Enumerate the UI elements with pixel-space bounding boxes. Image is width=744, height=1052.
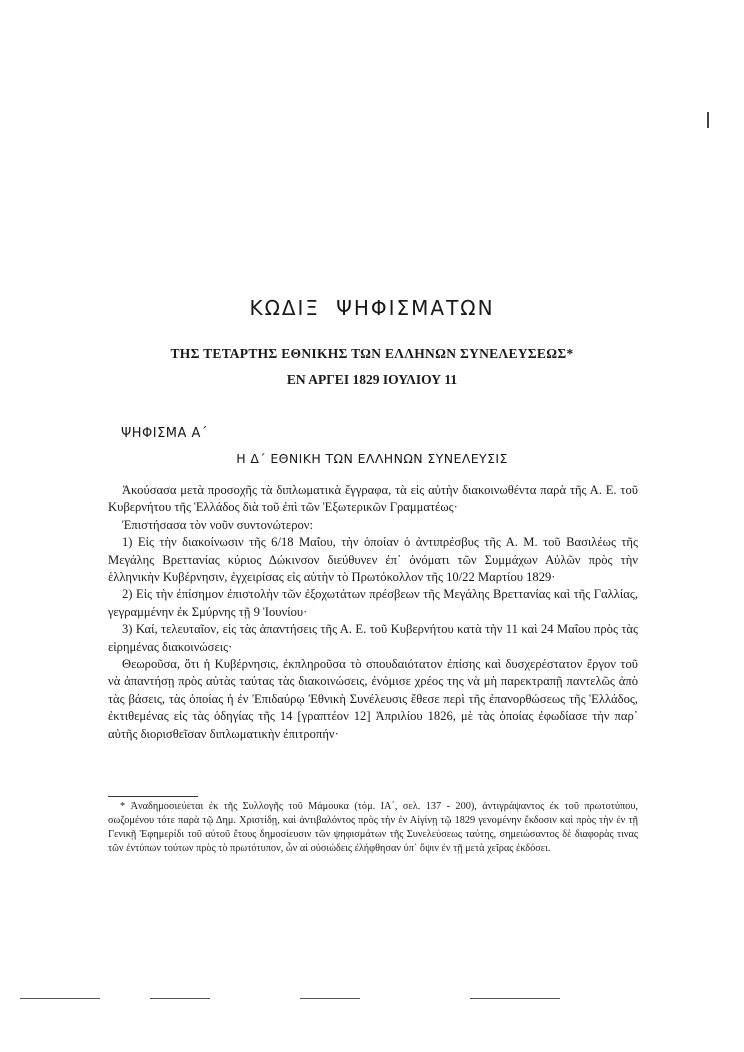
margin-mark (707, 112, 709, 128)
paragraph: Ἀκούσασα μετὰ προσοχῆς τὰ διπλωματικὰ ἔγγραφα, τὰ εἰς αὐτὴν διακοινωθέντα παρὰ τῆς Α. Ε. τοῦ Κυβερνήτου τῆς Ἑλλάδος διὰ τοῦ ἐπὶ τῶν Ἐξωτερικῶν Γραμματέως· (108, 483, 638, 515)
scan-edge-line (150, 998, 210, 999)
paragraph: Θεωροῦσα, ὅτι ἡ Κυβέρνησις, ἐκπληροῦσα τὸ σπουδαιότατον ἐπίσης καὶ δυσχερέστατον ἔργον τοῦ νὰ ἀπαντήσῃ πρὸς αὐτὰς ταύτας τὰς διακοινώσεις, ἐνόμισε χρέος της νὰ μὴ παρεκτραπῇ παντελῶς ἀπὸ τὰς βάσεις, τὰς ὁποίας ἡ ἐν Ἐπιδαύρῳ Ἐθνικὴ Συνέλευσις ἔθεσε περὶ τῆς ἐπανορθώσεως τῆς Ἑλλάδος, ἐκτιθεμένας εἰς τὰς ὁδηγίας τῆς 14 [γραπτέον 12] Ἀπριλίου 1826, μὲ τὰς ὁποίας ἐφωδίασε τὴν παρ᾽ αὐτῆς διορισθεῖσαν διπλωματικὴν ἐπιτροπήν· (108, 657, 638, 741)
subtitle-date: ΕΝ ΑΡΓΕΙ 1829 ΙΟΥΛΙΟΥ 11 (286, 372, 458, 387)
page-title (0, 296, 744, 320)
paragraph: 2) Εἰς τὴν ἐπίσημον ἐπιστολὴν τῶν ἐξοχωτάτων πρέσβεων τῆς Μεγάλης Βρεττανίας καὶ τῆς Γαλλίας, γεγραμμένην ἐκ Σμύρνης τῇ 9 Ἰουνίου· (108, 587, 638, 619)
scan-edge-line (470, 998, 560, 999)
assembly-heading: Η Δ΄ ΕΘΝΙΚΗ ΤΩΝ ΕΛΛΗΝΩΝ ΣΥΝΕΛΕΥΣΙΣ (236, 451, 508, 466)
footnote (108, 800, 638, 856)
paragraph: 3) Καί, τελευταῖον, εἰς τὰς ἀπαντήσεις τῆς Α. Ε. τοῦ Κυβερνήτου κατὰ τὴν 11 καὶ 24 Μαΐου πρὸς τὰς εἰρημένας διακοινώσεις· (108, 622, 638, 654)
footnote-text: * Ἀναδημοσιεύεται ἐκ τῆς Συλλογῆς τοῦ Μάμουκα (τόμ. ΙΑ΄, σελ. 137 - 200), ἀντιγράψαντος ἐκ τοῦ πρωτοτύπου, σωζομένου τότε παρὰ τῷ Δημ. Χριστίδῃ, καὶ ἀντιβαλόντος πρὸς τὴν ἐν Αἰγίνῃ τῷ 1829 γενομένην ἔκδοσιν καὶ πρὸς τὴν ἐν τῇ Γενικῇ Ἐφημερίδι τοῦ αὐτοῦ ἔτους δημοσίευσιν τῶν ψηφισμάτων τῆς Συνελεύσεως ταύτης, σημειώσαντος δὲ διαφορὰς τινας τῶν ἐντύπων τούτων πρὸς τὸ πρωτότυπον, ὧν αἱ οὐσιώδεις ἐλήφθησαν ὑπ᾽ ὄψιν ἐν τῇ μετὰ χεῖρας ἐκδόσει. (108, 801, 638, 854)
paragraph: 1) Εἰς τὴν διακοίνωσιν τῆς 6/18 Μαΐου, τὴν ὁποίαν ὁ ἀντιπρέσβυς τῆς Α. Μ. τοῦ Βασιλέως τῆς Μεγάλης Βρεττανίας κύριος Δώκινσον διεύθυνεν ἐπ᾽ ὀνόματι τῶν Συμμάχων Αὐλῶν πρὸς τὴν ἑλληνικὴν Κυβέρνησιν, ἐγχειρίσας εἰς αὐτὴν τὸ Πρωτόκολλον τῆς 10/22 Μαρτίου 1829· (108, 535, 638, 585)
footnote-divider (108, 796, 198, 797)
decree-label: ΨΗΦΙΣΜΑ Α΄ (121, 426, 208, 441)
subtitle: ΤΗΣ ΤΕΤΑΡΤΗΣ ΕΘΝΙΚΗΣ ΤΩΝ ΕΛΛΗΝΩΝ ΣΥΝΕΛΕΥΣΕΩΣ* (170, 346, 574, 361)
scan-edge-line (20, 998, 100, 999)
title-word-1: ΚΩΔΙΞ (249, 296, 321, 320)
title-word-2: ΨΗΦΙΣΜΑΤΩΝ (336, 296, 495, 320)
paragraph: Ἐπιστήσασα τὸν νοῦν συντονώτερον: (122, 517, 313, 532)
body-text (108, 482, 638, 743)
scan-edge-line (300, 998, 360, 999)
